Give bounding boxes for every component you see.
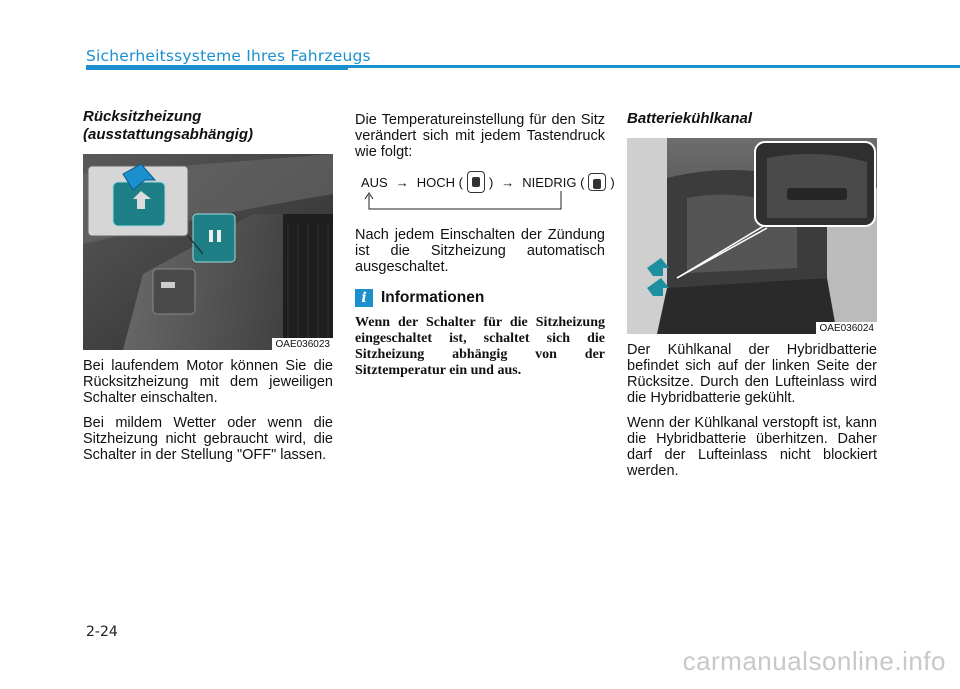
paragraph-temperature-intro: Die Temperatureinstellung für den Sitz verändert sich mit jedem Tastendruck wie folgt: bbox=[355, 112, 605, 160]
info-text: Wenn der Schalter für die Sitzheizung eingeschaltet ist, schaltet sich die Sitzheizung abhängig von der Sitztemperatur ein und aus. bbox=[355, 315, 605, 378]
sequence-high: HOCH ( bbox=[416, 174, 463, 190]
sequence-return-arrow bbox=[361, 191, 571, 215]
figure-rear-seat-vent bbox=[627, 138, 877, 334]
heading-rear-seat-heating: Rücksitzheizung (ausstattungsabhängig) bbox=[83, 108, 254, 143]
figure-code: OAE036023 bbox=[272, 338, 334, 350]
paragraph-cooling-location: Der Kühlkanal der Hybridbatterie befindet sich auf der linken Seite der Rücksitze. Durch den Lufteinlass wird die Hybridbatterie gekühlt. bbox=[627, 342, 877, 406]
info-icon: i bbox=[355, 289, 373, 307]
paragraph-turn-on: Bei laufendem Motor können Sie die Rücksitzheizung mit dem jeweiligen Schalter einschalten. bbox=[83, 358, 333, 406]
sequence-low: NIEDRIG ( bbox=[522, 174, 585, 190]
rear-seat-illustration bbox=[627, 138, 877, 334]
figure-code: OAE036024 bbox=[816, 322, 878, 334]
temperature-sequence bbox=[355, 169, 615, 219]
info-title: Informationen bbox=[381, 289, 485, 306]
seat-heater-high-icon bbox=[467, 171, 485, 193]
sequence-close-paren: ) bbox=[488, 174, 494, 190]
paragraph-ignition-reset: Nach jedem Einschalten der Zündung ist die Sitzheizung automatisch ausgeschaltet. bbox=[355, 227, 605, 275]
arrow-right-icon: → bbox=[395, 174, 409, 190]
header-rule-accent bbox=[86, 65, 348, 70]
sequence-close-paren: ) bbox=[610, 174, 615, 190]
heading-battery-cooling: Batteriekühlkanal bbox=[627, 110, 753, 127]
seat-heater-low-icon bbox=[588, 173, 606, 191]
arrow-right-icon: → bbox=[501, 174, 515, 190]
paragraph-cooling-warning: Wenn der Kühlkanal verstopft ist, kann die Hybridbatterie überhitzen. Daher darf der Lufteinlass nicht blockiert werden. bbox=[627, 415, 877, 479]
paragraph-mild-weather: Bei mildem Wetter oder wenn die Sitzheizung nicht gebraucht wird, die Schalter in der Stellung "OFF" lassen. bbox=[83, 415, 333, 463]
section-title: Sicherheitssysteme Ihres Fahrzeugs bbox=[86, 47, 371, 65]
column-battery-cooling bbox=[627, 110, 877, 488]
figure-rear-seat-switch bbox=[83, 154, 333, 350]
door-panel-illustration bbox=[83, 154, 333, 350]
column-rear-seat-heating bbox=[83, 108, 333, 472]
watermark: carmanualsonline.info bbox=[682, 646, 946, 676]
page-number: 2-24 bbox=[86, 624, 118, 640]
info-box bbox=[355, 289, 605, 379]
column-temperature bbox=[355, 112, 615, 379]
sequence-off: AUS bbox=[361, 174, 388, 190]
